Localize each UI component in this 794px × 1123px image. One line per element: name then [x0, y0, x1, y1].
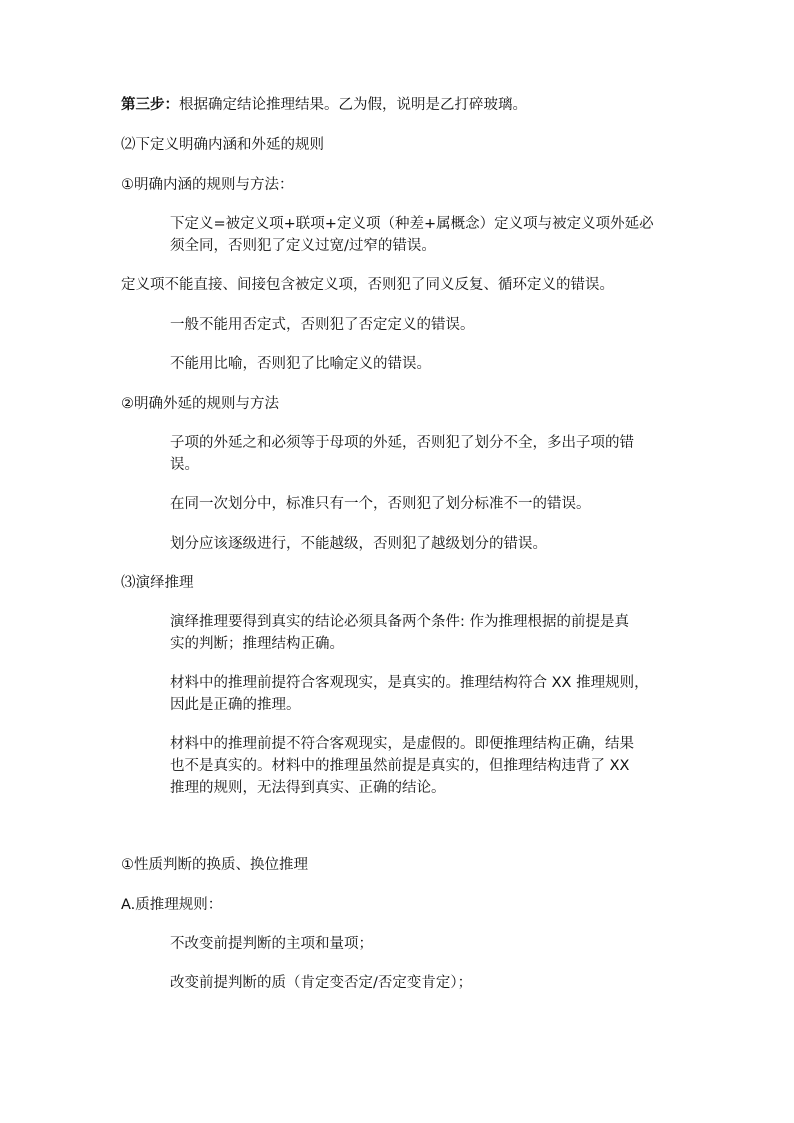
step3-label: 第三步：	[121, 97, 179, 113]
subsection-a-heading: A.质推理规则：	[121, 897, 223, 913]
rule-keep-subject: 不改变前提判断的主项和量项；	[170, 936, 373, 952]
step3-paragraph	[121, 95, 527, 116]
division-rule-standard: 在同一次划分中，标准只有一个，否则犯了划分标准不一的错误。	[170, 496, 591, 512]
section-2-heading: ⑵下定义明确内涵和外延的规则	[121, 137, 324, 153]
deduction-valid-line-2: 因此是正确的推理。	[170, 697, 301, 713]
definition-rule-metaphor: 不能用比喻，否则犯了比喻定义的错误。	[170, 356, 431, 372]
rule-change-quality: 改变前提判断的质（肯定变否定/否定变肯定）；	[170, 975, 473, 991]
subsection-connotation-heading: ①明确内涵的规则与方法：	[121, 177, 294, 193]
deduction-invalid-line-1: 材料中的推理前提不符合客观现实，是虚假的。即便推理结构正确，结果	[170, 736, 634, 752]
division-rule-line-1: 子项的外延之和必须等于母项的外延，否则犯了划分不全，多出子项的错	[170, 435, 634, 451]
division-rule-line-2: 误。	[170, 457, 199, 473]
deduction-conditions-line-2: 实的判断；推理结构正确。	[170, 636, 344, 652]
deduction-invalid-line-3: 推理的规则，无法得到真实、正确的结论。	[170, 780, 446, 796]
subsection-conversion-heading: ①性质判断的换质、换位推理	[121, 857, 308, 873]
definition-rule-circular: 定义项不能直接、间接包含被定义项，否则犯了同义反复、循环定义的错误。	[121, 277, 614, 293]
definition-rule-negative: 一般不能用否定式，否则犯了否定定义的错误。	[170, 317, 475, 333]
deduction-conditions-line-1: 演绎推理要得到真实的结论必须具备两个条件: 作为推理根据的前提是真	[170, 614, 629, 630]
division-rule-level: 划分应该逐级进行，不能越级，否则犯了越级划分的错误。	[170, 536, 547, 552]
definition-rule-line-2: 须全同，否则犯了定义过宽/过窄的错误。	[170, 238, 436, 254]
definition-rule-line-1: 下定义=被定义项+联项+定义项（种差+属概念）定义项与被定义项外延必	[170, 216, 654, 232]
section-3-heading: ⑶演绎推理	[121, 575, 194, 591]
deduction-valid-line-1: 材料中的推理前提符合客观现实，是真实的。推理结构符合 XX 推理规则，	[170, 675, 649, 691]
subsection-extension-heading: ②明确外延的规则与方法	[121, 396, 279, 412]
deduction-invalid-line-2: 也不是真实的。材料中的推理虽然前提是真实的，但推理结构违背了 XX	[170, 758, 630, 774]
step3-text: 根据确定结论推理结果。乙为假，说明是乙打碎玻璃。	[179, 97, 527, 113]
